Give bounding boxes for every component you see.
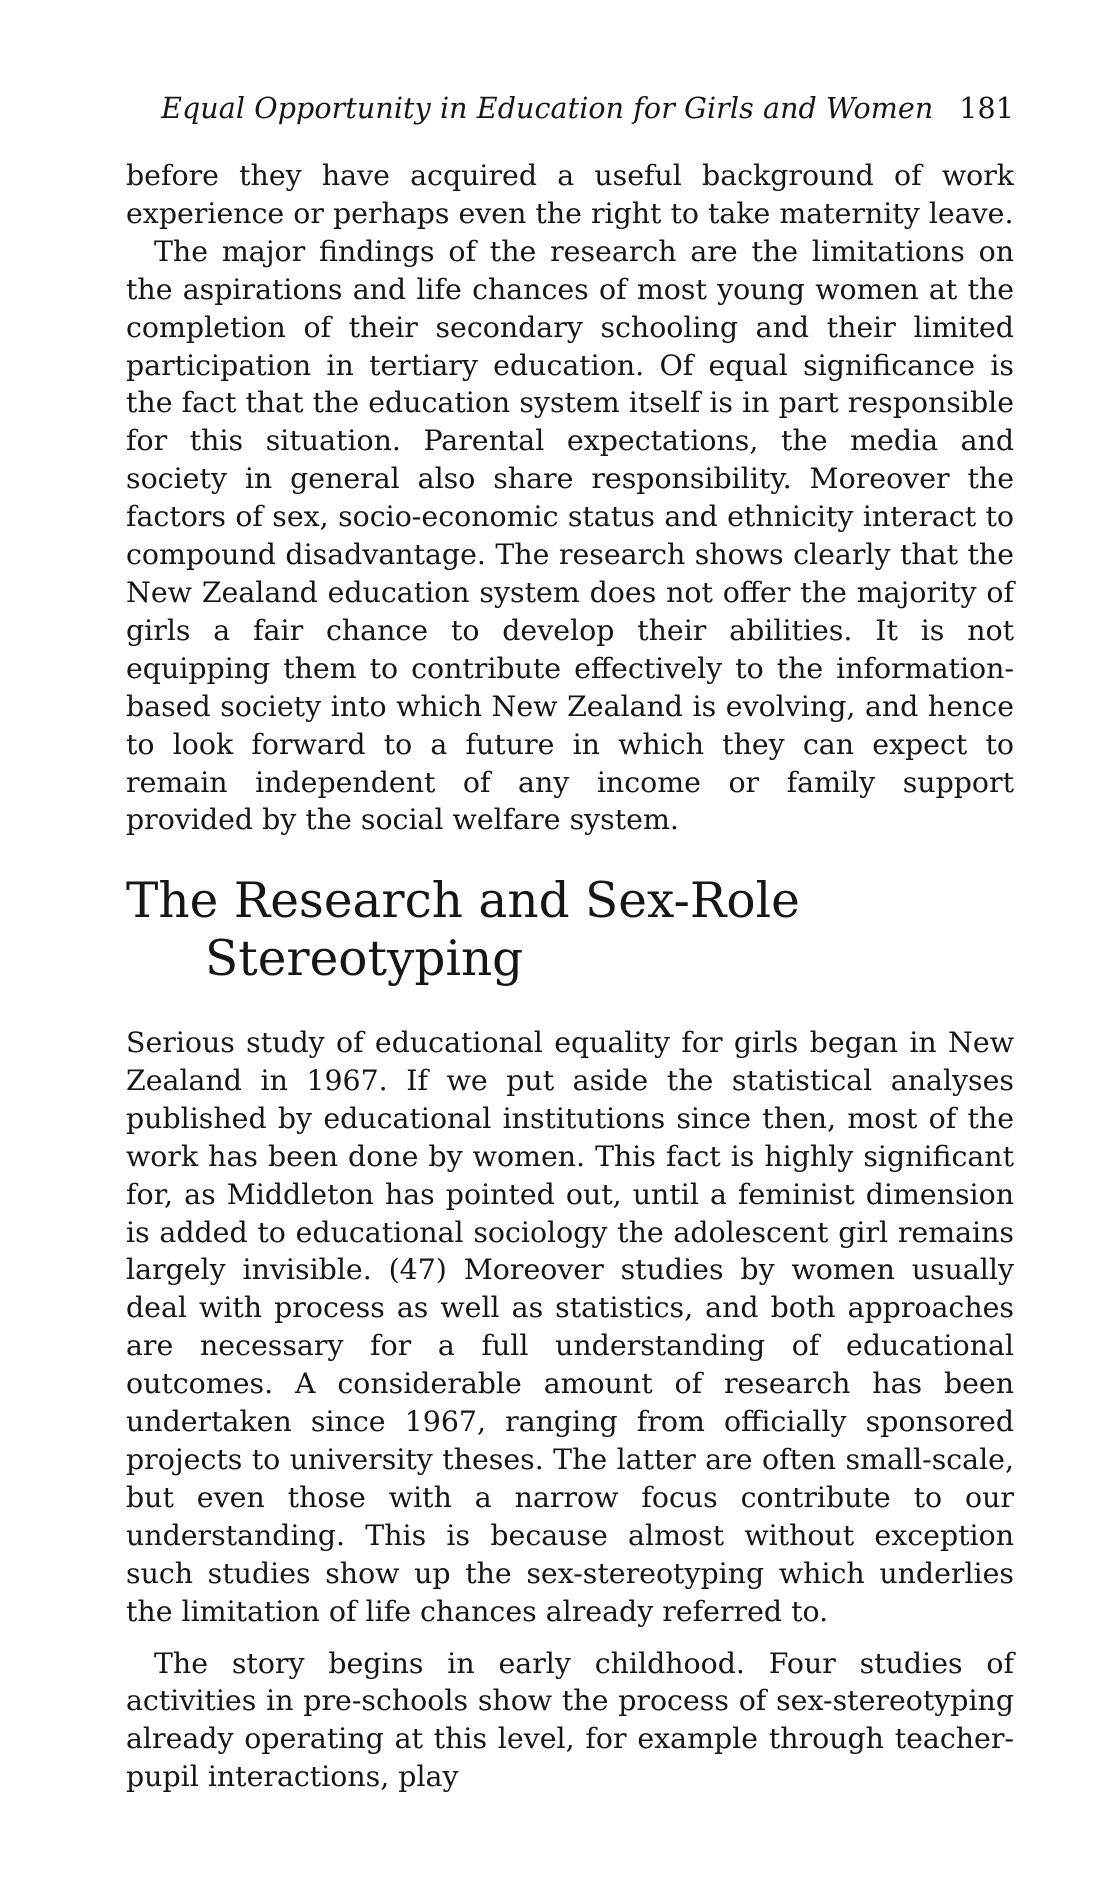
section-heading-line-2: Stereotyping: [205, 931, 524, 987]
page-number: 181: [959, 92, 1014, 125]
section-heading: [126, 872, 1014, 988]
study-history-paragraph: Serious study of educational equality for girls began in New Zealand in 1967. If we put aside the statistical analyses published by educational institutions since then, most of the work has been done by women. This fact is highly significant for, as Middleton has pointed out, until a feminist dimension is added to educational sociology the adolescent girl remains largely invisible. (47) Moreover studies by women usually deal with process as well as statistics, and both approaches are necessary for a full understanding of educational outcomes. A considerable amount of research has been undertaken since 1967, ranging from officially sponsored projects to university theses. The latter are often small-scale, but even those with a narrow focus contribute to our understanding. This is because almost without exception such studies show up the sex-stereotyping which underlies the limitation of life chances already referred to.: [126, 1026, 1014, 1628]
opening-text-block: [126, 157, 1014, 839]
continued-paragraph: before they have acquired a useful background of work experience or perhaps even the right to take maternity leave.: [126, 159, 1014, 230]
running-head-title: Equal Opportunity in Education for Girls and Women: [161, 92, 934, 125]
early-childhood-paragraph: The story begins in early childhood. Four studies of activities in pre-schools show the process of sex-stereotyping already operating at this level, for example through teacher-pupil interactions, play: [126, 1646, 1014, 1794]
section-text-block: [126, 1024, 1014, 1796]
section-heading-line-1: The Research and Sex-Role: [126, 873, 800, 929]
running-head: [126, 92, 1014, 132]
research-findings-paragraph: The major findings of the research are the limitations on the aspirations and life chances of most young women at the completion of their secondary schooling and their limited participation in tertiary education. Of equal significance is the fact that the education system itself is in part responsible for this situation. Parental expectations, the media and society in general also share responsibility. Moreover the factors of sex, socio-economic status and ethnicity interact to compound disadvantage. The research shows clearly that the New Zealand education system does not offer the majority of girls a fair chance to develop their abilities. It is not equipping them to contribute effectively to the information-based society into which New Zealand is evolving, and hence to look forward to a future in which they can expect to remain independent of any income or family support provided by the social welfare system.: [126, 234, 1014, 837]
